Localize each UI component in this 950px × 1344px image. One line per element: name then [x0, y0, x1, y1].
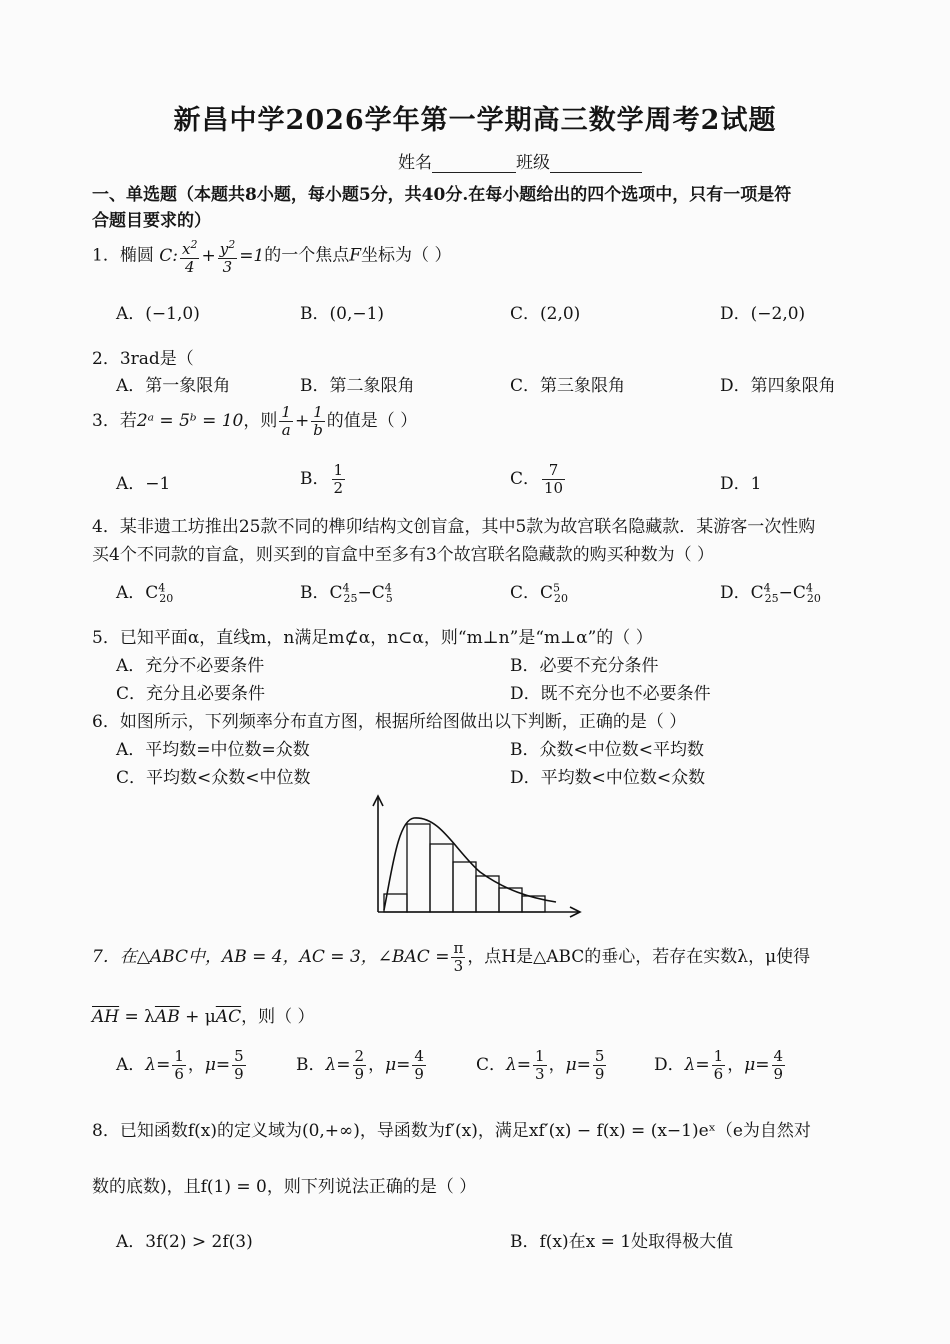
q5-stem: 5．已知平面α，直线m，n满足m⊄α，n⊂α，则“m⊥n”是“m⊥α”的（ ） [92, 628, 653, 648]
q3-option-d[interactable]: D．1 [720, 474, 762, 494]
histogram-bar-7 [522, 896, 545, 912]
q6-option-a[interactable]: A．平均数=中位数=众数 [116, 740, 310, 760]
q1-option-a[interactable]: A．(−1,0) [116, 304, 200, 324]
q6-histogram-figure [360, 790, 590, 925]
q6-option-b[interactable]: B．众数<中位数<平均数 [510, 740, 704, 760]
q2-option-d[interactable]: D．第四象限角 [720, 376, 836, 396]
q5-option-b[interactable]: B．必要不充分条件 [510, 656, 659, 676]
q3-tail: 的值是（ ） [326, 411, 418, 431]
page-title: 新昌中学2026学年第一学期高三数学周考2试题 [173, 105, 777, 136]
class-blank[interactable] [550, 154, 642, 173]
q6-stem: 6．如图所示，下列频率分布直方图，根据所给图做出以下判断，正确的是（ ） [92, 712, 687, 732]
section-heading-line2: 合题目要求的） [92, 211, 211, 231]
q7-mid: ，点H是△ABC的垂心，若存在实数λ，μ使得 [467, 947, 811, 967]
section-heading-line1: 一、单选题（本题共8小题，每小题5分，共40分.在每小题给出的四个选项中，只有一项是符 [92, 185, 792, 205]
q2-option-b[interactable]: B．第二象限角 [300, 376, 415, 396]
q7-prefix: 7．在△ABC中，AB = 4，AC = 3，∠BAC = [92, 947, 450, 967]
density-curve [384, 818, 556, 910]
q4-option-c[interactable]: C．$C^5_{20}$ [510, 581, 569, 606]
q4-option-a[interactable]: A．$C^4_{20}$ [116, 581, 174, 606]
q8-line1: 8．已知函数f(x)的定义域为(0,+∞)，导函数为f′(x)，满足xf′(x) − f(x) = (x−1)eˣ（e为自然对 [92, 1121, 811, 1141]
q1-option-c[interactable]: C．(2,0) [510, 304, 581, 324]
q7-option-a[interactable]: A．λ= $\frac{1}{6}$ ，μ= $\frac{5}{9}$ [116, 1047, 244, 1083]
q3-stem: 3．若2ᵃ = 5ᵇ = 10，则 $\frac{1}{a}$ + $\frac{1}{b}$ 的值是（ ） [92, 403, 418, 439]
q1-prefix: 1．椭圆 [92, 245, 154, 266]
q6-option-d[interactable]: D．平均数<中位数<众数 [510, 768, 706, 788]
q6-option-c[interactable]: C．平均数<众数<中位数 [116, 768, 311, 788]
histogram-bar-1 [384, 894, 407, 912]
histogram-bar-3 [430, 844, 453, 912]
q7-line2: $\overline{AH} = \lambda\overline{AB} + \mu\overline{AC}$，则（ ） [92, 1007, 315, 1027]
q1-stem: 1．椭圆 C: $\frac{x^2}{4}$ + $\frac{y^2}{3}$ =1的一个焦点F坐标为（ ） [92, 238, 452, 276]
q4-option-d[interactable]: D．$C^4_{25}-C^4_{20}$ [720, 581, 821, 606]
q7-option-b[interactable]: B．λ= $\frac{2}{9}$ ，μ= $\frac{4}{9}$ [296, 1047, 424, 1083]
q3-option-c[interactable]: C． $\frac{7}{10}$ [510, 461, 564, 497]
q8-option-a[interactable]: A．3f(2) > 2f(3) [116, 1232, 253, 1252]
name-blank[interactable] [432, 154, 516, 173]
q3-option-b[interactable]: B． $\frac{1}{2}$ [300, 461, 344, 497]
q1-text: 的一个焦点 [264, 245, 350, 266]
q2-stem: 2．3rad是（ [92, 349, 194, 369]
q7-option-d[interactable]: D．λ= $\frac{1}{6}$ ，μ= $\frac{4}{9}$ [654, 1047, 784, 1083]
q7-option-c[interactable]: C．λ= $\frac{1}{3}$ ，μ= $\frac{5}{9}$ [476, 1047, 605, 1083]
q1-option-d[interactable]: D．(−2,0) [720, 304, 806, 324]
q1-option-b[interactable]: B．(0,−1) [300, 304, 385, 324]
q5-option-a[interactable]: A．充分不必要条件 [116, 656, 265, 676]
class-label: 班级 [516, 153, 550, 173]
histogram-bar-4 [453, 862, 476, 912]
name-class-row [398, 148, 642, 173]
q1-text-end: 坐标为（ ） [361, 245, 452, 266]
q3-equation: 2ᵃ = 5ᵇ = 10 [136, 411, 244, 431]
name-label: 姓名 [398, 153, 432, 173]
q4-option-b[interactable]: B．$C^4_{25}-C^4_5$ [300, 581, 393, 606]
q4-line1: 4．某非遗工坊推出25款不同的榫卯结构文创盲盒，其中5款为故宫联名隐藏款．某游客一次性购 [92, 517, 816, 537]
q4-line2: 买4个不同款的盲盒，则买到的盲盒中至多有3个故宫联名隐藏款的购买种数为（ ） [92, 545, 715, 565]
q7-line1: 7．在△ABC中，AB = 4，AC = 3，∠BAC = $\frac{\pi}{3}$ ，点H是△ABC的垂心，若存在实数λ，μ使得 [92, 939, 811, 975]
q7-line2-tail: ，则（ ） [241, 1007, 315, 1027]
q5-option-c[interactable]: C．充分且必要条件 [116, 684, 266, 704]
q2-option-c[interactable]: C．第三象限角 [510, 376, 626, 396]
q3-prefix: 3．若 [92, 411, 137, 431]
q5-option-d[interactable]: D．既不充分也不必要条件 [510, 684, 711, 704]
q3-then: ，则 [243, 411, 278, 431]
q8-option-b[interactable]: B．f(x)在x = 1处取得极大值 [510, 1232, 734, 1252]
q8-line2: 数的底数)，且f(1) = 0，则下列说法正确的是（ ） [92, 1177, 477, 1197]
histogram-bar-2 [407, 824, 430, 912]
q2-option-a[interactable]: A．第一象限角 [116, 376, 231, 396]
q3-option-a[interactable]: A．−1 [116, 474, 171, 494]
q1-ellipse-eq: C: $\frac{x^2}{4}$ + $\frac{y^2}{3}$ =1 [159, 238, 265, 276]
